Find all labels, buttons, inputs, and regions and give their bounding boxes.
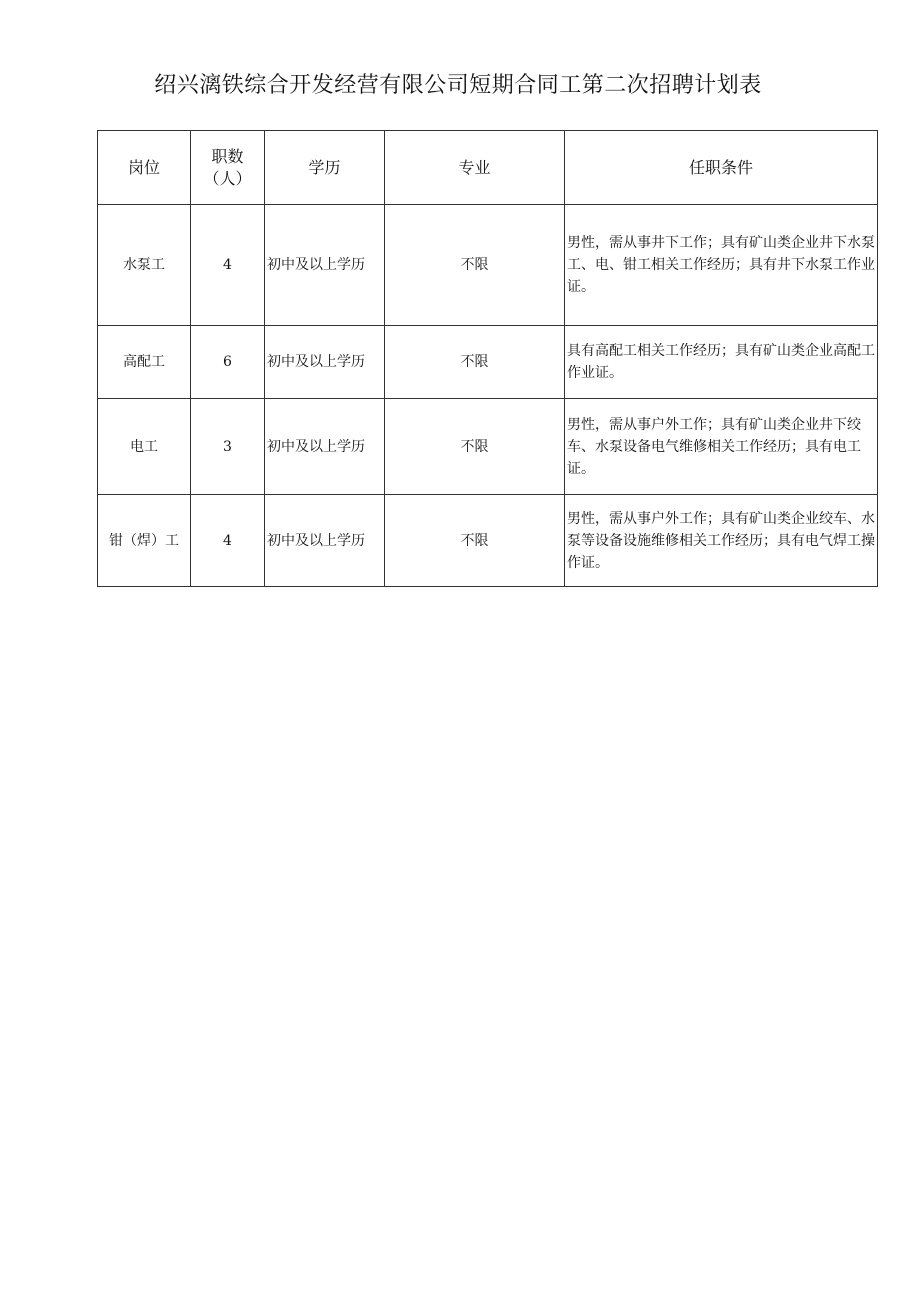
cell-count: 4 bbox=[191, 495, 265, 587]
header-major: 专业 bbox=[385, 131, 565, 205]
cell-education: 初中及以上学历 bbox=[265, 205, 385, 326]
cell-education: 初中及以上学历 bbox=[265, 326, 385, 399]
header-count-line1: 职数 bbox=[211, 146, 244, 166]
cell-position: 高配工 bbox=[98, 326, 191, 399]
cell-requirements: 男性，需从事户外工作；具有矿山类企业井下绞车、水泵设备电气维修相关工作经历；具有电工证。 bbox=[565, 399, 878, 495]
document-title: 绍兴漓铁综合开发经营有限公司短期合同工第二次招聘计划表 bbox=[154, 73, 762, 98]
table-row bbox=[98, 399, 878, 495]
header-count-line2: （人） bbox=[203, 168, 252, 188]
table-row bbox=[98, 495, 878, 587]
header-count bbox=[191, 131, 265, 205]
cell-requirements: 男性，需从事户外工作；具有矿山类企业绞车、水泵等设备设施维修相关工作经历；具有电气焊工操作证。 bbox=[565, 495, 878, 587]
cell-major: 不限 bbox=[385, 399, 565, 495]
cell-count: 4 bbox=[191, 205, 265, 326]
header-education: 学历 bbox=[265, 131, 385, 205]
cell-count: 3 bbox=[191, 399, 265, 495]
recruitment-plan-table bbox=[97, 130, 878, 587]
table-row bbox=[98, 326, 878, 399]
cell-position: 电工 bbox=[98, 399, 191, 495]
header-position: 岗位 bbox=[98, 131, 191, 205]
cell-major: 不限 bbox=[385, 495, 565, 587]
cell-requirements: 男性，需从事井下工作；具有矿山类企业井下水泵工、电、钳工相关工作经历；具有井下水泵工作业证。 bbox=[565, 205, 878, 326]
cell-education: 初中及以上学历 bbox=[265, 495, 385, 587]
table-header-row bbox=[98, 131, 878, 205]
cell-position: 钳（焊）工 bbox=[98, 495, 191, 587]
cell-position: 水泵工 bbox=[98, 205, 191, 326]
cell-count: 6 bbox=[191, 326, 265, 399]
cell-education: 初中及以上学历 bbox=[265, 399, 385, 495]
table-row bbox=[98, 205, 878, 326]
cell-major: 不限 bbox=[385, 326, 565, 399]
header-requirements: 任职条件 bbox=[565, 131, 878, 205]
cell-requirements: 具有高配工相关工作经历；具有矿山类企业高配工作业证。 bbox=[565, 326, 878, 399]
cell-major: 不限 bbox=[385, 205, 565, 326]
